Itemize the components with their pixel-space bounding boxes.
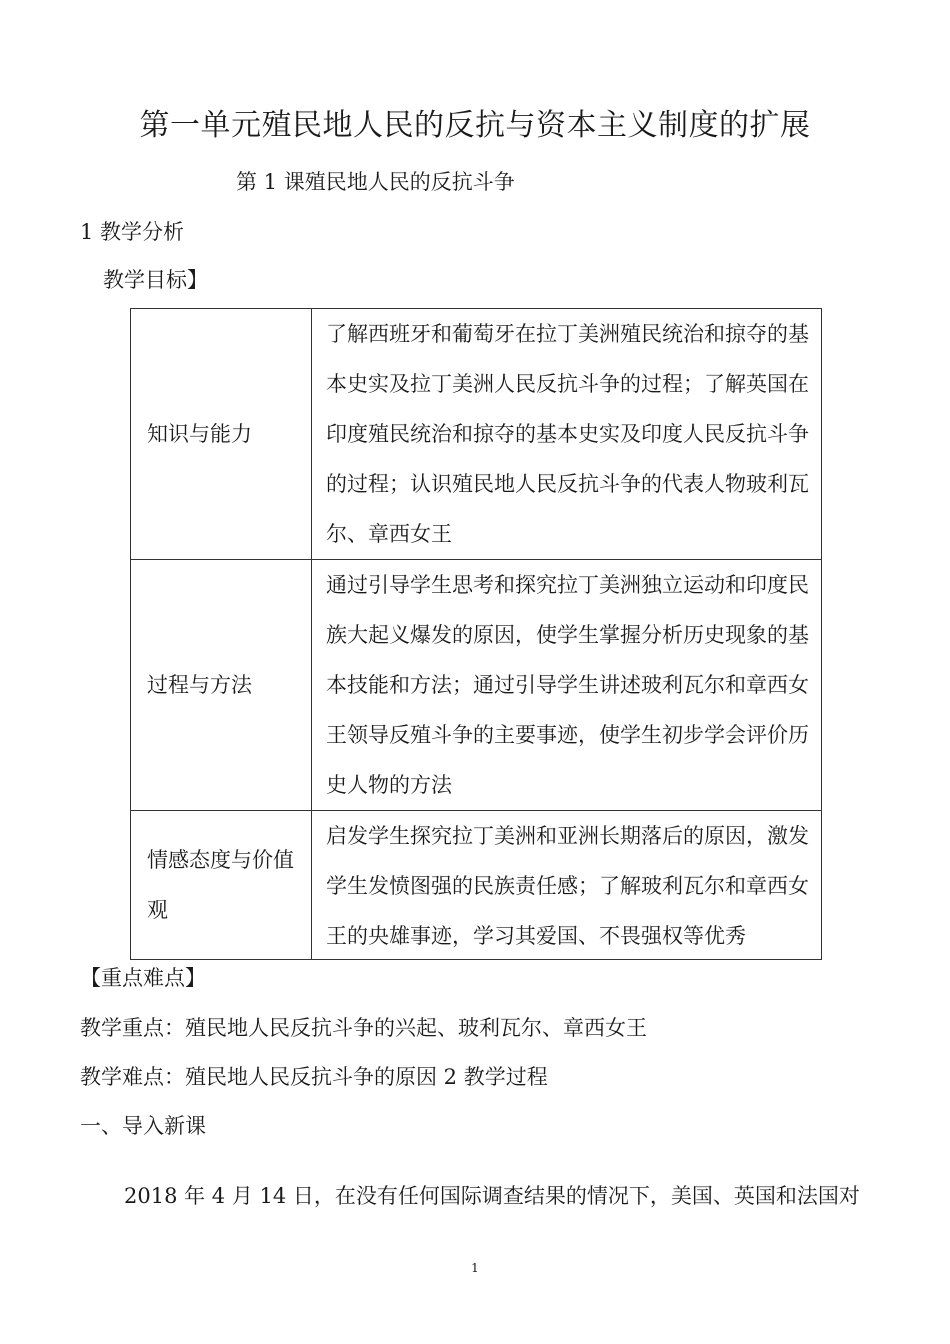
key-points-heading: 【重点难点】	[80, 966, 206, 990]
table-row	[131, 309, 822, 560]
table-row	[131, 560, 822, 811]
goal-content-process: 通过引导学生思考和探究拉丁美洲独立运动和印度民族大起义爆发的原因，使学生掌握分析历史现象的基本技能和方法；通过引导学生讲述玻利瓦尔和章西女王领导反殖斗争的主要事迹，使学生初步学会评价历史人物的方法	[312, 560, 822, 811]
lesson-subtitle: 第 1 课殖民地人民的反抗斗争	[236, 170, 515, 194]
teaching-goals-heading: 教学目标】	[103, 268, 208, 292]
intro-paragraph: 2018 年 4 月 14 日，在没有任何国际调查结果的情况下，美国、英国和法国对	[124, 1184, 860, 1208]
section-heading-teaching-analysis: 1 教学分析	[80, 220, 185, 244]
page-number: 1	[471, 1261, 479, 1275]
section-heading-intro: 一、导入新课	[80, 1114, 206, 1138]
goal-label-attitude: 情感态度与价值观	[131, 811, 312, 960]
document-title: 第一单元殖民地人民的反抗与资本主义制度的扩展	[139, 108, 811, 143]
difficult-point-text: 教学难点：殖民地人民反抗斗争的原因 2 教学过程	[80, 1065, 548, 1089]
key-point-text: 教学重点：殖民地人民反抗斗争的兴起、玻利瓦尔、章西女王	[80, 1016, 647, 1040]
goal-content-knowledge: 了解西班牙和葡萄牙在拉丁美洲殖民统治和掠夺的基本史实及拉丁美洲人民反抗斗争的过程；了解英国在印度殖民统治和掠夺的基本史实及印度人民反抗斗争的过程；认识殖民地人民反抗斗争的代表人物玻利瓦尔、章西女王	[312, 309, 822, 560]
goal-content-attitude-cell	[312, 811, 822, 960]
goal-content-attitude: 启发学生探究拉丁美洲和亚洲长期落后的原因，激发学生发愤图强的民族责任感；了解玻利瓦尔和章西女王的央雄事迹，学习其爱国、不畏强权等优秀	[326, 824, 809, 948]
table-row	[131, 811, 822, 960]
teaching-goals-table	[130, 308, 822, 960]
goal-label-process: 过程与方法	[131, 560, 312, 811]
goal-label-knowledge: 知识与能力	[131, 309, 312, 560]
